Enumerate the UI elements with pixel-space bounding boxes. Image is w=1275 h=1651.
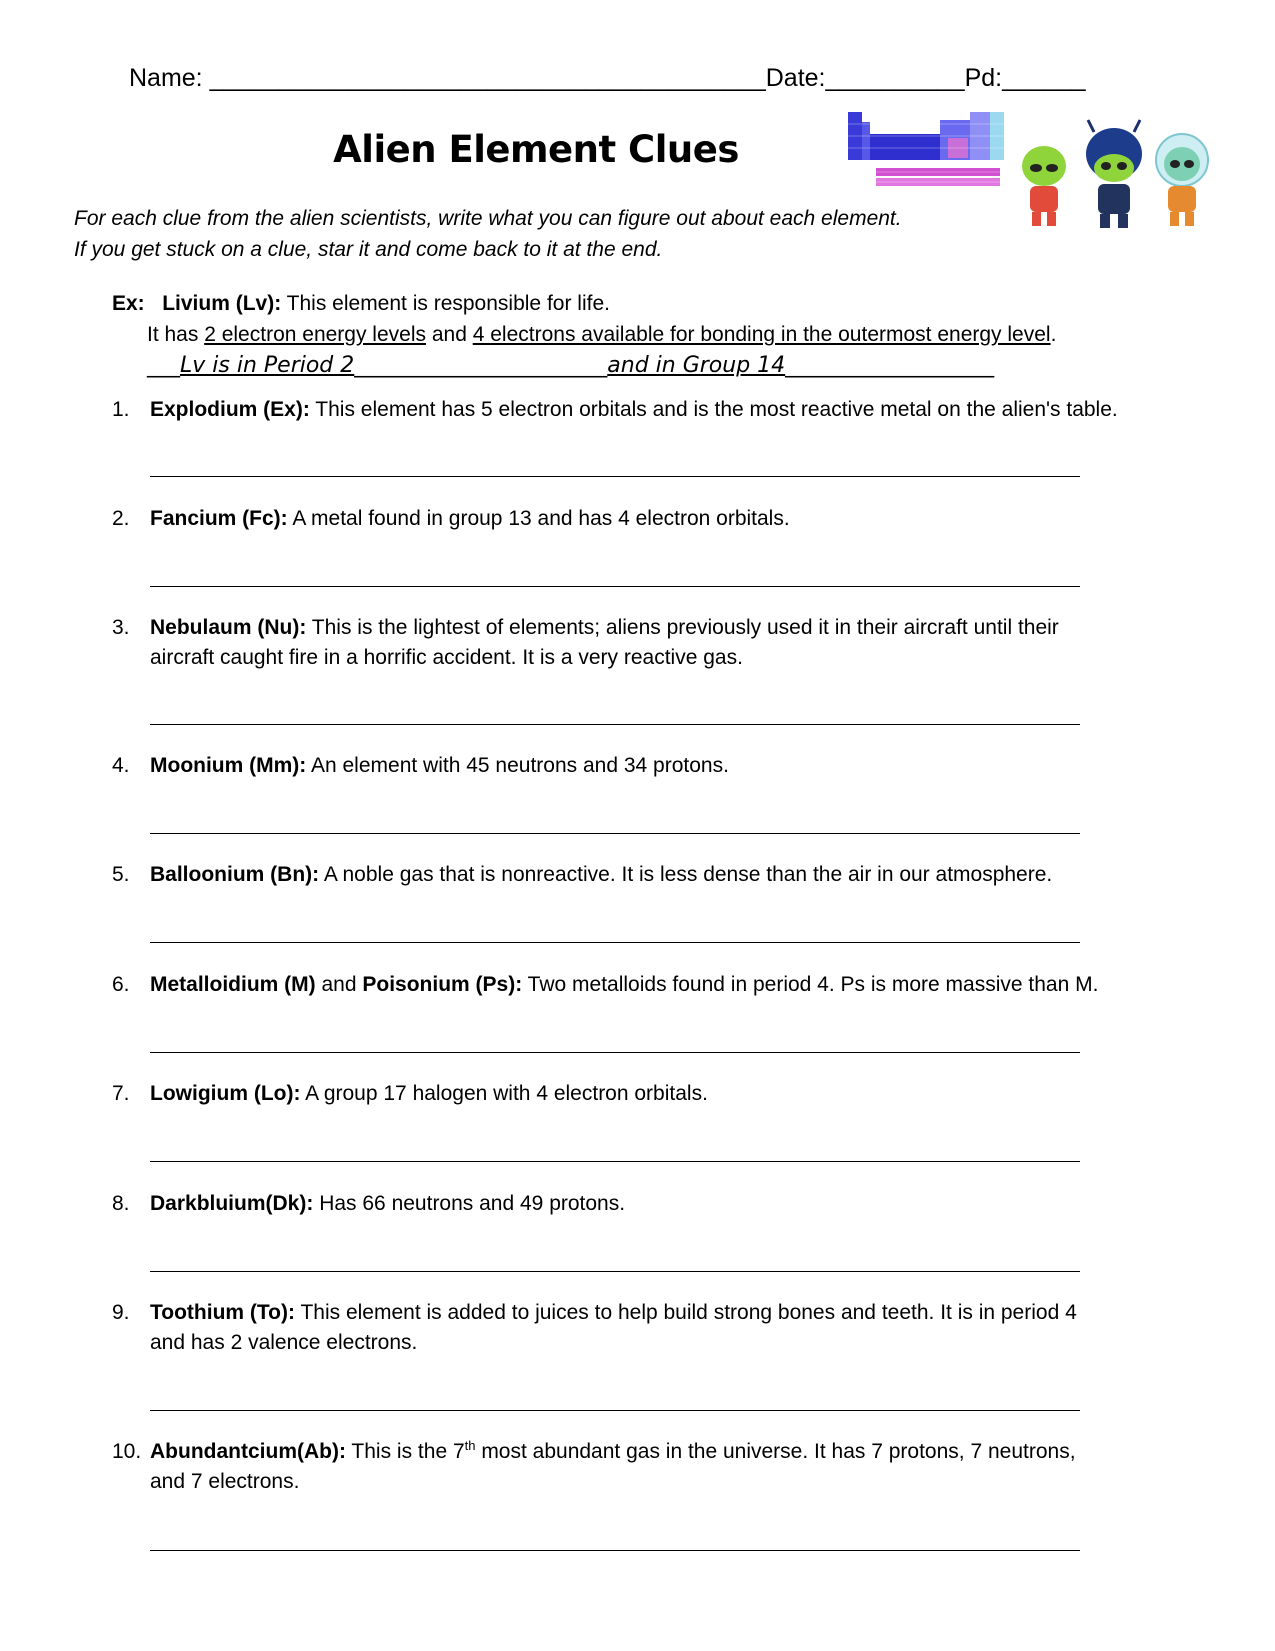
example-line-2 — [112, 319, 1056, 350]
answer-line-9[interactable] — [150, 1410, 1080, 1411]
example-clue-text: This element is responsible for life. — [281, 292, 610, 315]
date-label: Date: — [765, 64, 826, 92]
clue-element-name: Lowigium (Lo): — [150, 1082, 301, 1105]
clue-number: 3. — [112, 616, 130, 639]
clue-number: 5. — [112, 863, 130, 886]
clue-6 — [112, 970, 1212, 1000]
clue-text-line-2: and 7 electrons. — [150, 1470, 300, 1493]
period-field[interactable]: ______ — [1002, 64, 1086, 92]
clue-text: This is the 7 — [345, 1440, 465, 1463]
clue-element-name: Fancium (Fc): — [150, 507, 288, 530]
page-title: Alien Element Clues — [333, 128, 739, 171]
example-underlined-2: 4 electrons available for bonding in the outermost energy level — [472, 323, 1051, 346]
clue-10 — [112, 1437, 1212, 1497]
example-answer-part-1: Lv is in Period 2 — [180, 353, 355, 378]
instructions — [74, 203, 902, 265]
clue-number: 4. — [112, 754, 130, 777]
example-label: Ex: — [112, 292, 145, 315]
clue-text: and — [315, 973, 363, 996]
example-underlined-1: 2 electron energy levels — [204, 323, 426, 346]
clue-text: Has 66 neutrons and 49 protons. — [313, 1192, 626, 1215]
period-label: Pd: — [964, 64, 1003, 92]
clue-text: This is the lightest of elements; aliens previously used it in their aircraft until their — [306, 616, 1059, 639]
clue-text: A group 17 halogen with 4 electron orbitals. — [300, 1082, 708, 1105]
clue-text: An element with 45 neutrons and 34 protons. — [306, 754, 729, 777]
example-text: It has — [147, 323, 205, 346]
clue-8 — [112, 1189, 1212, 1219]
clue-4 — [112, 751, 1212, 781]
clue-element-name: Abundantcium(Ab): — [150, 1440, 346, 1463]
example-text: . — [1050, 323, 1057, 346]
name-label: Name: — [129, 64, 203, 92]
clue-text: This element is added to juices to help build strong bones and teeth. It is in period 4 — [295, 1301, 1077, 1324]
answer-blank: _______________________ — [354, 353, 608, 378]
example-block — [112, 288, 1056, 381]
clue-5 — [112, 860, 1212, 890]
clue-number: 10. — [112, 1440, 142, 1463]
periodic-table-image — [848, 112, 1004, 190]
clue-1 — [112, 395, 1212, 425]
clue-element-name: Darkbluium(Dk): — [150, 1192, 314, 1215]
answer-blank: ___ — [147, 353, 180, 378]
name-field[interactable]: ________________________________________ — [209, 64, 766, 92]
example-answer — [112, 350, 1056, 381]
clue-number: 1. — [112, 398, 130, 421]
answer-line-2[interactable] — [150, 586, 1080, 587]
clue-text: Two metalloids found in period 4. Ps is more massive than M. — [522, 973, 1099, 996]
clue-number: 6. — [112, 973, 130, 996]
clue-number: 7. — [112, 1082, 130, 1105]
instruction-line-2: If you get stuck on a clue, star it and come back to it at the end. — [74, 238, 663, 261]
clue-text: A noble gas that is nonreactive. It is less dense than the air in our atmosphere. — [319, 863, 1053, 886]
example-element-name: Livium (Lv): — [162, 292, 282, 315]
date-field[interactable]: __________ — [825, 64, 965, 92]
answer-line-6[interactable] — [150, 1052, 1080, 1053]
answer-line-4[interactable] — [150, 833, 1080, 834]
answer-line-10[interactable] — [150, 1550, 1080, 1551]
clue-text: most abundant gas in the universe. It has 7 protons, 7 neutrons, — [475, 1440, 1076, 1463]
example-answer-part-2: and in Group 14 — [607, 353, 786, 378]
clue-element-name-2: Poisonium (Ps): — [362, 973, 523, 996]
clue-text-line-2: aircraft caught fire in a horrific accident. It is a very reactive gas. — [150, 646, 743, 669]
alien-characters-image — [1014, 118, 1214, 238]
answer-line-8[interactable] — [150, 1271, 1080, 1272]
clue-text: A metal found in group 13 and has 4 electron orbitals. — [287, 507, 790, 530]
clue-text-line-2: and has 2 valence electrons. — [150, 1331, 418, 1354]
example-text: and — [426, 323, 473, 346]
answer-line-7[interactable] — [150, 1161, 1080, 1162]
clue-3 — [112, 613, 1212, 673]
instruction-line-1: For each clue from the alien scientists, write what you can figure out about each element. — [74, 207, 902, 230]
clue-number: 9. — [112, 1301, 130, 1324]
answer-line-1[interactable] — [150, 476, 1080, 477]
clue-text: This element has 5 electron orbitals and is the most reactive metal on the alien's table. — [309, 398, 1118, 421]
clue-element-name: Balloonium (Bn): — [150, 863, 320, 886]
clue-number: 2. — [112, 507, 130, 530]
clue-9 — [112, 1298, 1212, 1358]
clue-element-name: Toothium (To): — [150, 1301, 295, 1324]
example-line-1 — [112, 288, 1056, 319]
clue-7 — [112, 1079, 1212, 1109]
clue-element-name: Metalloidium (M) — [150, 973, 316, 996]
clue-2 — [112, 504, 1212, 534]
clue-number: 8. — [112, 1192, 130, 1215]
answer-line-3[interactable] — [150, 724, 1080, 725]
superscript: th — [464, 1438, 476, 1453]
answer-line-5[interactable] — [150, 942, 1080, 943]
clue-element-name: Explodium (Ex): — [150, 398, 310, 421]
clue-element-name: Moonium (Mm): — [150, 754, 307, 777]
clue-element-name: Nebulaum (Nu): — [150, 616, 307, 639]
header-line — [129, 64, 1086, 93]
answer-blank: ___________________ — [785, 353, 995, 378]
